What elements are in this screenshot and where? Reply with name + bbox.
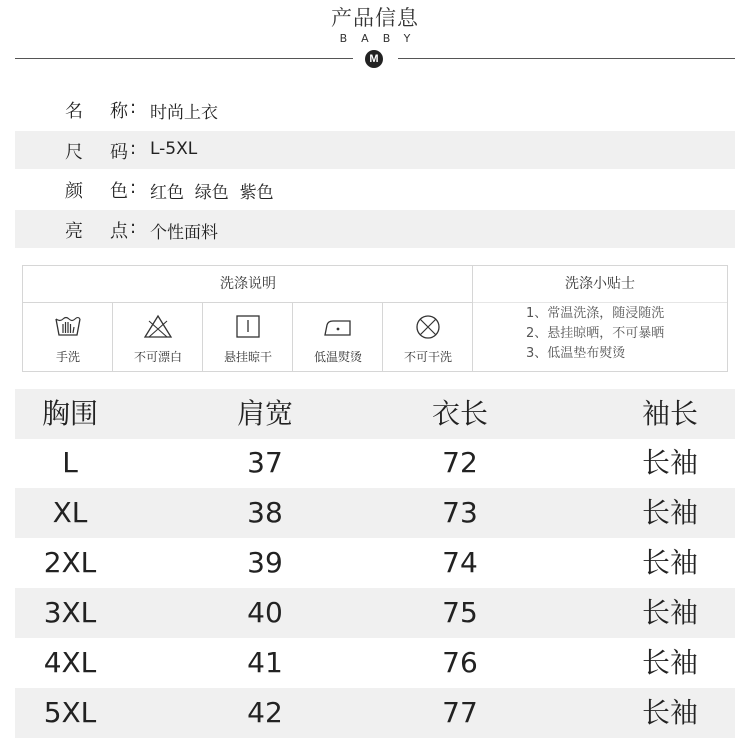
care-label: 悬挂晾干	[223, 350, 272, 364]
size-cell: 42	[247, 696, 283, 729]
size-cell: 77	[442, 696, 478, 729]
divider-right	[398, 58, 735, 59]
info-value-size: L-5XL	[150, 139, 198, 159]
size-cell: 长袖	[641, 546, 698, 579]
info-row-size	[15, 131, 735, 169]
info-row-name	[15, 90, 735, 128]
page-subtitle: BABY	[339, 32, 425, 45]
size-cell: 76	[442, 646, 478, 679]
care-cell-no-bleach	[113, 303, 203, 371]
size-cell: 74	[442, 546, 478, 579]
care-label: 低温熨烫	[313, 350, 362, 364]
care-label: 手洗	[55, 350, 80, 364]
care-header-divider-right	[473, 302, 727, 303]
size-cell: 3XL	[43, 596, 97, 629]
info-key-char: 色	[110, 181, 128, 202]
size-header-length: 衣长	[431, 397, 488, 430]
size-table-row	[15, 488, 735, 538]
size-header-shoulder: 肩宽	[236, 397, 293, 430]
size-cell: 4XL	[43, 646, 97, 679]
info-value-highlight: 个性面料	[150, 223, 218, 243]
info-key-char: 亮	[65, 221, 83, 242]
hang-dry-icon	[233, 313, 263, 341]
size-cell: 长袖	[641, 496, 698, 529]
care-tip: 1、常温洗涤，随浸随洗	[526, 306, 665, 321]
no-bleach-icon	[143, 313, 173, 341]
care-label: 不可漂白	[133, 350, 182, 364]
care-tips-title: 洗涤小贴士	[565, 276, 635, 292]
size-cell: 40	[247, 596, 283, 629]
info-row-highlight	[15, 210, 735, 248]
care-cell-hang-dry	[203, 303, 293, 371]
size-cell: 2XL	[43, 546, 97, 579]
care-cell-hand-wash	[23, 303, 113, 371]
info-key-char: 码	[110, 142, 128, 163]
size-cell: 75	[442, 596, 478, 629]
care-tip: 3、低温垫布熨烫	[526, 346, 626, 361]
care-instructions-title: 洗涤说明	[220, 276, 276, 292]
info-key-char: 点	[110, 221, 128, 242]
size-cell: 长袖	[641, 446, 698, 479]
care-tips-list	[526, 304, 664, 364]
info-colon: :	[130, 138, 137, 159]
care-cell-no-tumble-dry	[383, 303, 473, 371]
info-colon: :	[130, 217, 137, 238]
info-key-char: 颜	[65, 181, 83, 202]
size-cell: 长袖	[641, 696, 698, 729]
low-iron-icon	[323, 313, 353, 341]
size-cell: 长袖	[641, 596, 698, 629]
size-cell: 5XL	[43, 696, 97, 729]
size-header-sleeve: 袖长	[641, 397, 698, 430]
hand-wash-icon	[53, 313, 83, 341]
size-badge: M	[365, 50, 383, 68]
size-table-header	[15, 389, 735, 439]
size-cell: 37	[247, 446, 283, 479]
care-label: 不可干洗	[403, 350, 452, 364]
size-cell: 72	[442, 446, 478, 479]
care-tip: 2、悬挂晾晒，不可暴晒	[526, 326, 665, 341]
info-value-name: 时尚上衣	[150, 103, 218, 123]
divider-left	[15, 58, 353, 59]
size-cell: L	[62, 446, 78, 479]
size-table-row	[15, 438, 735, 488]
info-key-char: 称	[110, 101, 128, 122]
size-cell: 41	[247, 646, 283, 679]
no-tumble-dry-icon	[413, 313, 443, 341]
page-title: 产品信息	[331, 6, 419, 30]
size-table-row	[15, 688, 735, 738]
size-cell: 38	[247, 496, 283, 529]
care-cell-low-iron	[293, 303, 383, 371]
info-colon: :	[130, 177, 137, 198]
info-row-color	[15, 170, 735, 208]
size-cell: 73	[442, 496, 478, 529]
size-header-chest: 胸围	[41, 397, 98, 430]
size-table-row	[15, 638, 735, 688]
care-table	[22, 265, 728, 372]
size-cell: XL	[52, 496, 88, 529]
size-cell: 39	[247, 546, 283, 579]
size-table-row	[15, 588, 735, 638]
size-cell: 长袖	[641, 646, 698, 679]
info-colon: :	[130, 97, 137, 118]
info-key-char: 名	[65, 101, 83, 122]
info-key-char: 尺	[65, 142, 83, 163]
size-table-row	[15, 538, 735, 588]
info-value-color: 红色 绿色 紫色	[150, 183, 274, 203]
